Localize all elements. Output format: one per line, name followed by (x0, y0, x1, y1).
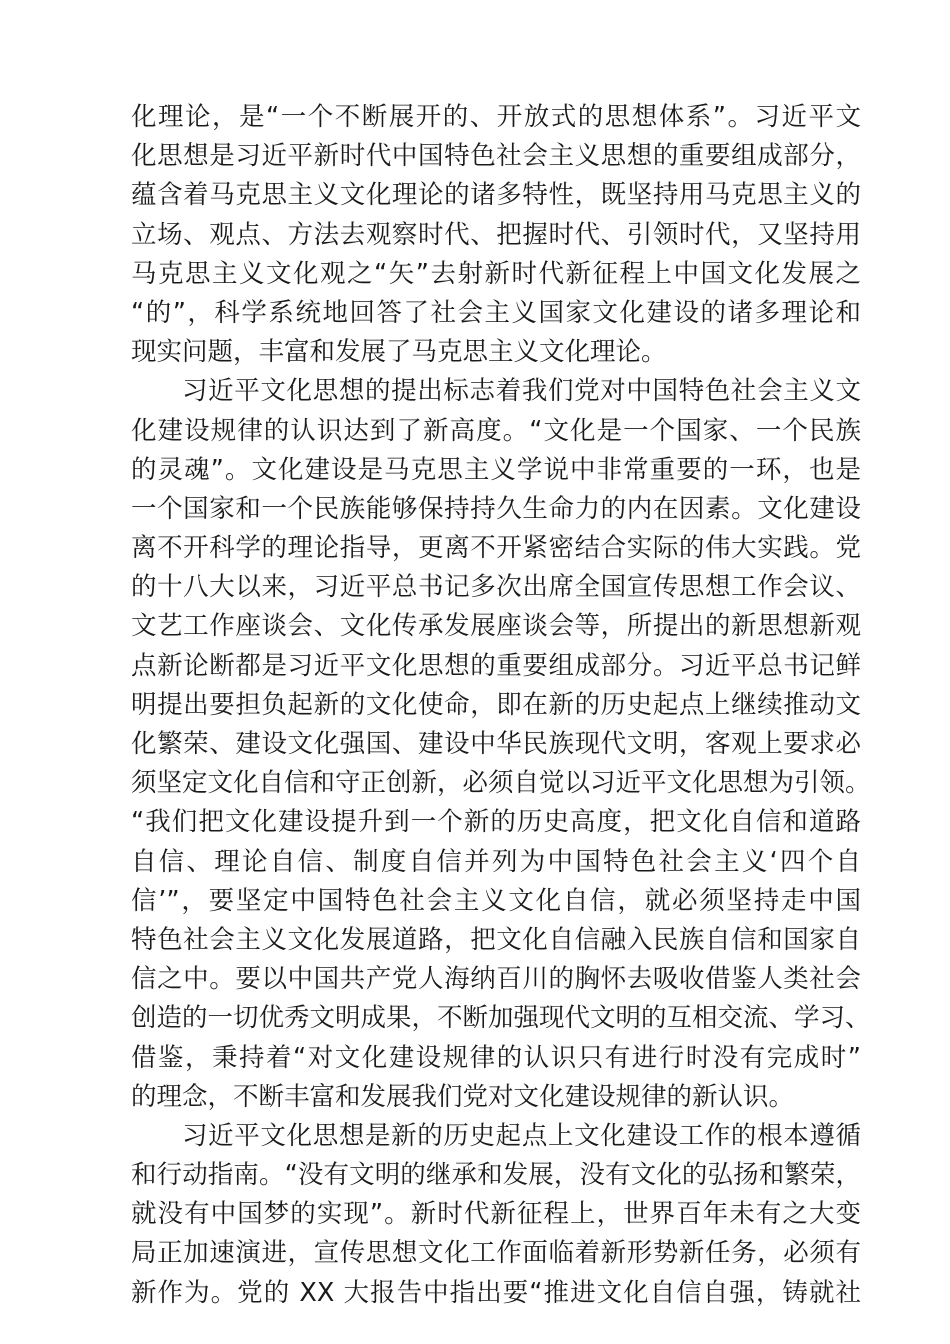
text-line: 创造的一切优秀文明成果，不断加强现代文明的互相交流、学习、 (131, 1003, 871, 1034)
text-line: 局正加速演进，宣传思想文化工作面临着新形势新任务，必须有 (131, 1238, 861, 1269)
text-line: 马克思主义文化观之“矢”去射新时代新征程上中国文化发展之 (131, 258, 861, 289)
text-line: 习近平文化思想是新的历史起点上文化建设工作的根本遵循 (182, 1120, 861, 1151)
text-line: 化理论，是“一个不断展开的、开放式的思想体系”。习近平文 (131, 102, 861, 132)
text-line: 须坚定文化自信和守正创新，必须自觉以习近平文化思想为引领。 (131, 768, 871, 799)
text-line: 的灵魂”。文化建设是马克思主义学说中非常重要的一环，也是 (131, 454, 861, 485)
text-line: 蕴含着马克思主义文化理论的诸多特性，既坚持用马克思主义的 (131, 180, 861, 211)
text-line: 和行动指南。“没有文明的继承和发展，没有文化的弘扬和繁荣， (131, 1160, 861, 1191)
text-line: 明提出要担负起新的文化使命，即在新的历史起点上继续推动文 (131, 689, 861, 720)
text-line: 化建设规律的认识达到了新高度。“文化是一个国家、一个民族 (131, 415, 861, 446)
text-line: 文艺工作座谈会、文化传承发展座谈会等，所提出的新思想新观 (131, 611, 861, 642)
text-line: 立场、观点、方法去观察时代、把握时代、引领时代，又坚持用 (131, 219, 861, 250)
text-line: 化思想是习近平新时代中国特色社会主义思想的重要组成部分， (131, 141, 861, 172)
text-line: 新作为。党的 XX 大报告中指出要“推进文化自信自强，铸就社 (131, 1277, 861, 1308)
text-line: 借鉴，秉持着“对文化建设规律的认识只有进行时没有完成时” (131, 1042, 861, 1073)
text-line: 习近平文化思想的提出标志着我们党对中国特色社会主义文 (182, 376, 861, 407)
text-line: 的理念，不断丰富和发展我们党对文化建设规律的新认识。 (131, 1081, 795, 1112)
text-line: 点新论断都是习近平文化思想的重要组成部分。习近平总书记鲜 (131, 650, 861, 681)
text-line: 信之中。要以中国共产党人海纳百川的胸怀去吸收借鉴人类社会 (131, 964, 861, 995)
text-line: 现实问题，丰富和发展了马克思主义文化理论。 (131, 337, 667, 368)
text-line: 特色社会主义文化发展道路，把文化自信融入民族自信和国家自 (131, 924, 861, 955)
text-line: “我们把文化建设提升到一个新的历史高度，把文化自信和道路 (131, 807, 861, 838)
text-line: 化繁荣、建设文化强国、建设中华民族现代文明，客观上要求必 (131, 729, 861, 759)
text-line: 一个国家和一个民族能够保持持久生命力的内在因素。文化建设 (131, 493, 861, 524)
text-line: 就没有中国梦的实现”。新时代新征程上，世界百年未有之大变 (131, 1199, 861, 1230)
text-line: 离不开科学的理论指导，更离不开紧密结合实际的伟大实践。党 (131, 533, 861, 564)
text-line: “的”，科学系统地回答了社会主义国家文化建设的诸多理论和 (131, 297, 861, 328)
text-line: 的十八大以来，习近平总书记多次出席全国宣传思想工作会议、 (131, 572, 861, 603)
text-line: 自信、理论自信、制度自信并列为中国特色社会主义‘四个自 (131, 846, 861, 877)
text-line: 信’”，要坚定中国特色社会主义文化自信，就必须坚持走中国 (131, 885, 861, 916)
body-text (131, 98, 871, 1313)
